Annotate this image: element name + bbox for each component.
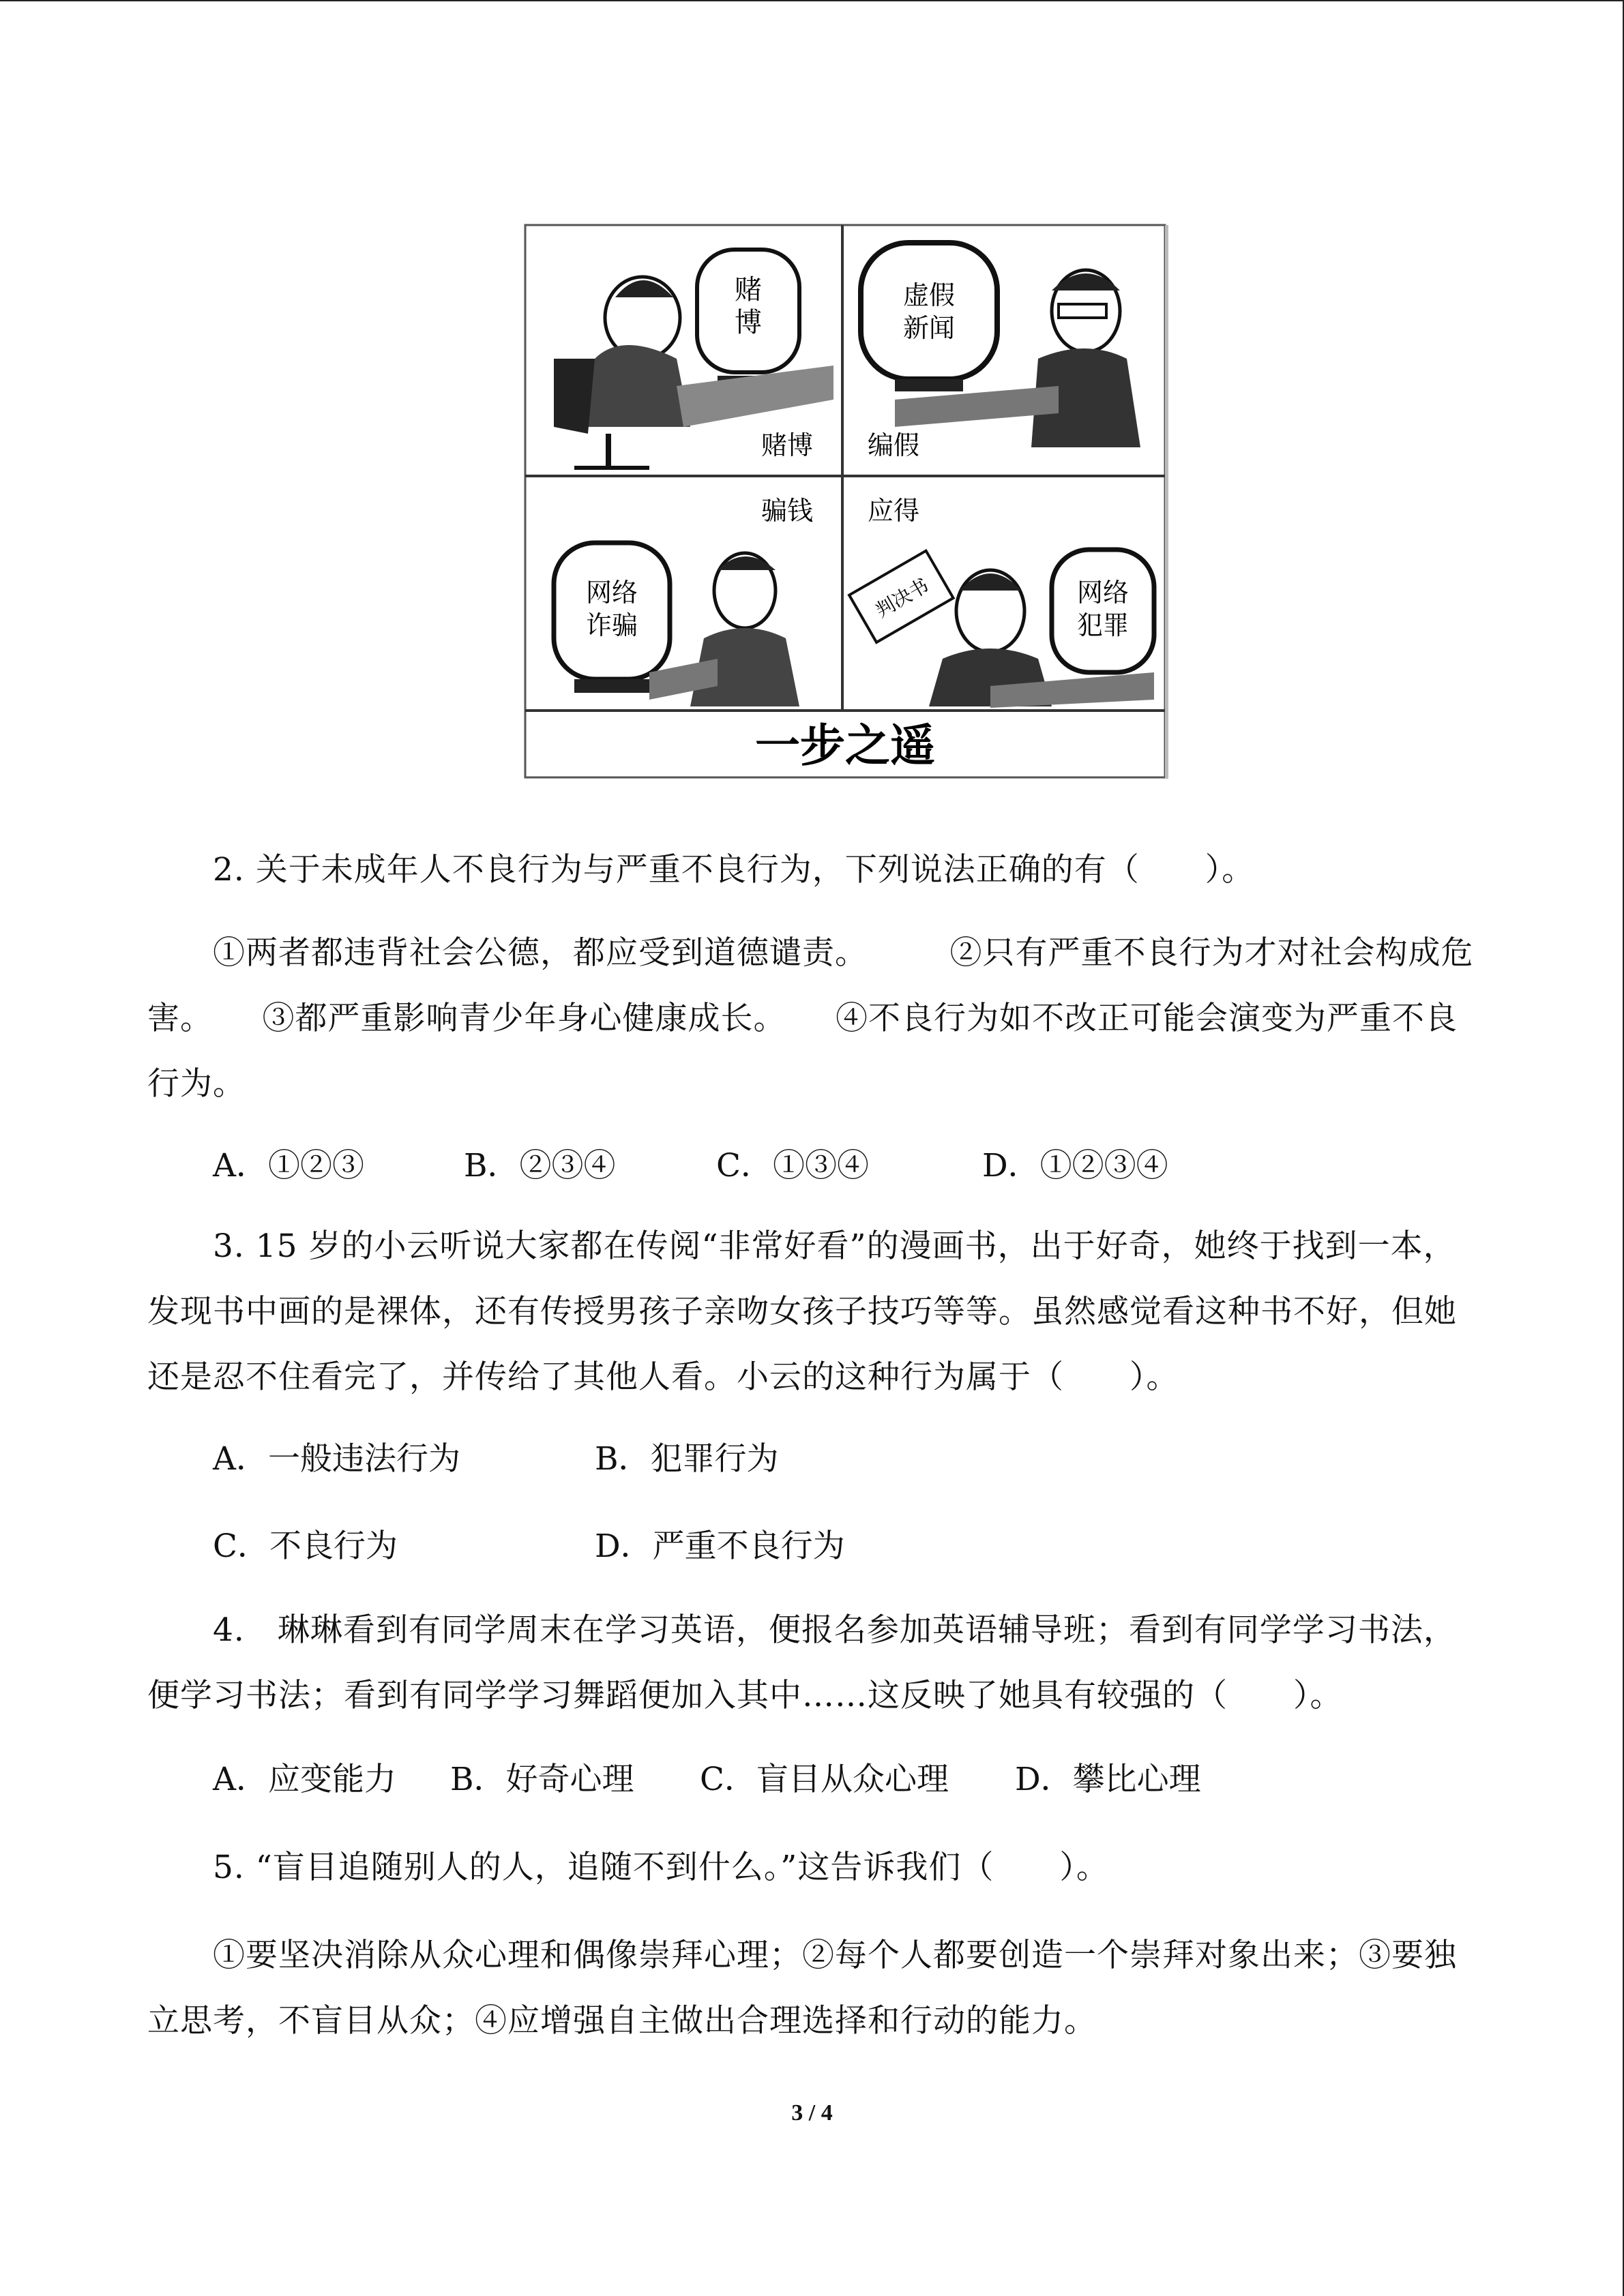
caption-4: 应得 xyxy=(868,496,920,526)
question-5-statements: ①要坚决消除从众心理和偶像崇拜心理；②每个人都要创造一个崇拜对象出来；③要独立思考，不盲目从众；④应增强自主做出合理选择和行动的能力。 xyxy=(147,1937,1457,2040)
screen-text-3b: 诈骗 xyxy=(585,610,638,640)
q4-option-a: A．应变能力 xyxy=(213,1761,396,1798)
q2-option-c: C．①③④ xyxy=(716,1147,869,1184)
judgment-paper-text: 判决书 xyxy=(871,573,933,623)
caption-2: 编假 xyxy=(868,430,920,460)
screen-text-2a: 虚假 xyxy=(902,280,956,310)
question-2-statements: ①两者都违背社会公德，都应受到道德谴责。 ②只有严重不良行为才对社会构成危害。 ③都严重影响青少年身心健康成长。 ④不良行为如不改正可能会演变为严重不良行为。 xyxy=(147,934,1474,1103)
q3-option-d: D．严重不良行为 xyxy=(595,1527,845,1565)
question-3-stem: 3. 15 岁的小云听说大家都在传阅“非常好看”的漫画书，出于好奇，她终于找到一本，发现书中画的是裸体，还有传授男孩子亲吻女孩子技巧等等。虽然感觉看这种书不好，但她还是忍不住看完了，并传给了其他人看。小云的这种行为属于（ ）。 xyxy=(147,1227,1457,1396)
screen-text-1b: 博 xyxy=(735,307,762,338)
caption-1: 赌博 xyxy=(761,430,813,460)
q4-option-d: D．攀比心理 xyxy=(1015,1761,1201,1798)
screen-text-4a: 网络 xyxy=(1076,578,1130,608)
q3-option-c: C．不良行为 xyxy=(213,1527,398,1565)
top-border xyxy=(0,0,1623,4)
caption-3: 骗钱 xyxy=(761,496,813,526)
question-2-stem: 2. 关于未成年人不良行为与严重不良行为，下列说法正确的有（ ）。 xyxy=(213,851,1255,889)
cartoon-figure xyxy=(513,222,1169,780)
q4-option-c: C．盲目从众心理 xyxy=(700,1761,949,1798)
q2-option-a: A．①②③ xyxy=(213,1147,364,1184)
page-number: 3 / 4 xyxy=(791,2100,833,2126)
screen-text-4b: 犯罪 xyxy=(1076,610,1130,640)
q2-option-b: B．②③④ xyxy=(464,1147,616,1184)
q4-option-b: B．好奇心理 xyxy=(450,1761,634,1798)
q2-option-d: D．①②③④ xyxy=(982,1147,1168,1184)
screen-text-1a: 赌 xyxy=(735,274,762,305)
screen-text-2b: 新闻 xyxy=(902,313,956,343)
question-4-stem: 4. 琳琳看到有同学周末在学习英语，便报名参加英语辅导班；看到有同学学习书法，便学习书法；看到有同学学习舞蹈便加入其中……这反映了她具有较强的（ ）。 xyxy=(147,1611,1456,1714)
figure-title: 一步之遥 xyxy=(755,719,935,772)
question-5-stem: 5. “盲目追随别人的人，追随不到什么。”这告诉我们（ ）。 xyxy=(213,1849,1109,1886)
screen-text-3a: 网络 xyxy=(585,578,638,608)
q3-option-a: A．一般违法行为 xyxy=(213,1440,460,1478)
q3-option-b: B．犯罪行为 xyxy=(595,1440,779,1478)
